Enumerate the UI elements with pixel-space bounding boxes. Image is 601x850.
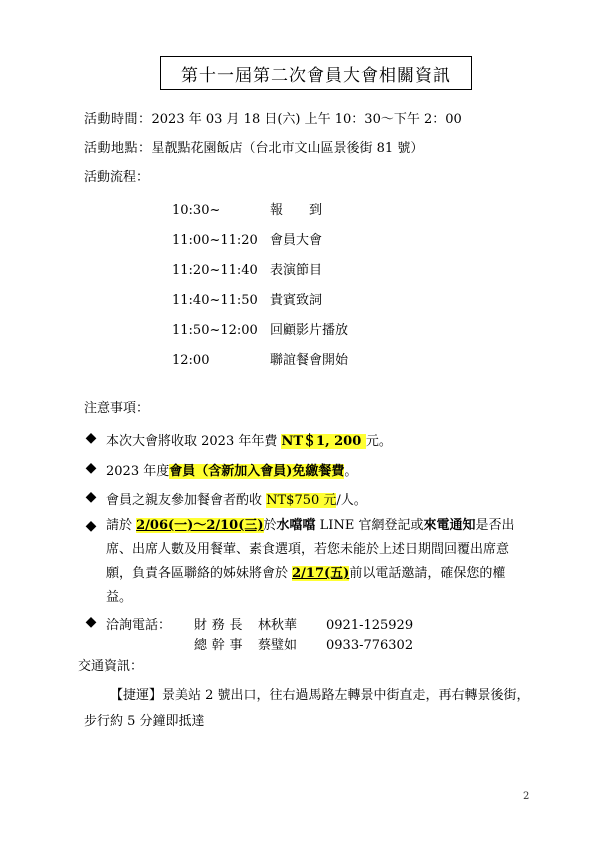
- note-4-text: LINE 官網登記或: [315, 518, 424, 533]
- note-3: [106, 489, 367, 508]
- agenda-row: [172, 319, 348, 338]
- note-1: [106, 430, 392, 449]
- note-4-text: 請於: [106, 518, 137, 533]
- agenda-time: 11:00~11:20: [172, 233, 258, 248]
- notes-label: 注意事項：: [84, 401, 150, 416]
- note-4-date-range: 2/06(一)～2/10(三): [136, 518, 264, 533]
- agenda-item: 報 到: [270, 203, 323, 218]
- agenda-time: 11:50~12:00: [172, 323, 258, 338]
- agenda-row: [172, 229, 322, 248]
- transport-text: 景美站 2 號出口，往右過馬路左轉景中街直走，再右轉景後街，步行約 5 分鐘即抵達: [84, 688, 530, 729]
- contact-name: 林秋華: [258, 618, 298, 633]
- event-time-label: 活動時間：: [84, 112, 152, 127]
- event-venue-value: 星靓點花園飯店（台北市文山區景後街 81 號）: [151, 141, 424, 156]
- contact-phone: 0921-125929: [326, 618, 414, 633]
- agenda-item: 貴賓致詞: [270, 293, 323, 308]
- diamond-bullet-icon: ◆: [85, 614, 97, 630]
- agenda-row: [172, 199, 322, 218]
- agenda-row: [172, 349, 348, 368]
- agenda-item: 回顧影片播放: [270, 323, 349, 338]
- event-time-value: 2023 年 03 月 18 日(六) 上午 10：30～下午 2：00: [151, 112, 462, 127]
- note-2: [106, 460, 357, 479]
- page-number: 2: [523, 791, 530, 802]
- agenda-row: [172, 289, 322, 308]
- note-3-fee: NT$750 元: [266, 493, 337, 508]
- contact-role: 財 務 長: [194, 618, 243, 633]
- contact-label: 洽詢電話：: [106, 618, 172, 633]
- agenda-label: 活動流程：: [84, 170, 150, 185]
- note-3-text: 會員之親友參加餐會者酌收: [106, 493, 267, 508]
- contact-role: 總 幹 事: [194, 638, 243, 653]
- transport-info: [84, 683, 530, 735]
- note-4-deadline: 2/17(五): [292, 566, 350, 581]
- note-3-suffix: /人。: [336, 493, 367, 508]
- page-title: 第十一屆第二次會員大會相關資訊: [160, 56, 472, 90]
- event-time: [84, 108, 462, 127]
- transport-label: 交通資訊：: [78, 659, 144, 674]
- contact-phone: 0933-776302: [326, 638, 414, 653]
- diamond-bullet-icon: ◆: [85, 430, 97, 446]
- diamond-bullet-icon: ◆: [85, 518, 97, 534]
- event-venue: [84, 137, 423, 156]
- note-4-bold: 水噹噹: [276, 518, 316, 533]
- diamond-bullet-icon: ◆: [85, 460, 97, 476]
- note-1-fee: NT＄1, 200: [281, 434, 366, 449]
- agenda-time: 12:00: [172, 353, 210, 368]
- note-4-text: 於: [263, 518, 277, 533]
- contact-row: [106, 634, 413, 653]
- agenda-item: 聯誼餐會開始: [270, 353, 349, 368]
- note-4: [106, 514, 530, 610]
- agenda-item: 會員大會: [270, 233, 323, 248]
- note-1-text: 本次大會將收取 2023 年年費: [106, 434, 282, 449]
- note-4-bold: 來電通知: [423, 518, 476, 533]
- note-2-suffix: 。: [344, 464, 358, 479]
- note-2-text: 2023 年度: [106, 464, 170, 479]
- agenda-time: 11:40~11:50: [172, 293, 258, 308]
- event-venue-label: 活動地點：: [84, 141, 152, 156]
- agenda-time: 11:20~11:40: [172, 263, 258, 278]
- agenda-row: [172, 259, 322, 278]
- agenda-item: 表演節目: [270, 263, 323, 278]
- note-2-highlight: 會員（含新加入會員)免繳餐費: [169, 464, 345, 479]
- agenda-time: 10:30~: [172, 203, 221, 218]
- transport-tag: 【捷運】: [110, 688, 163, 703]
- note-4-text: 是否出席、出席人數及用餐葷、素食選項，若您未能於上述日期間回覆出席意願，負責各區聯絡的姊妹將會於: [106, 518, 515, 581]
- note-1-suffix: 元。: [365, 434, 392, 449]
- diamond-bullet-icon: ◆: [85, 489, 97, 505]
- note-4-text: 前以電話邀請，確保您的權益。: [106, 566, 506, 605]
- contact-name: 蔡璧如: [258, 638, 298, 653]
- contact-row: [106, 614, 413, 633]
